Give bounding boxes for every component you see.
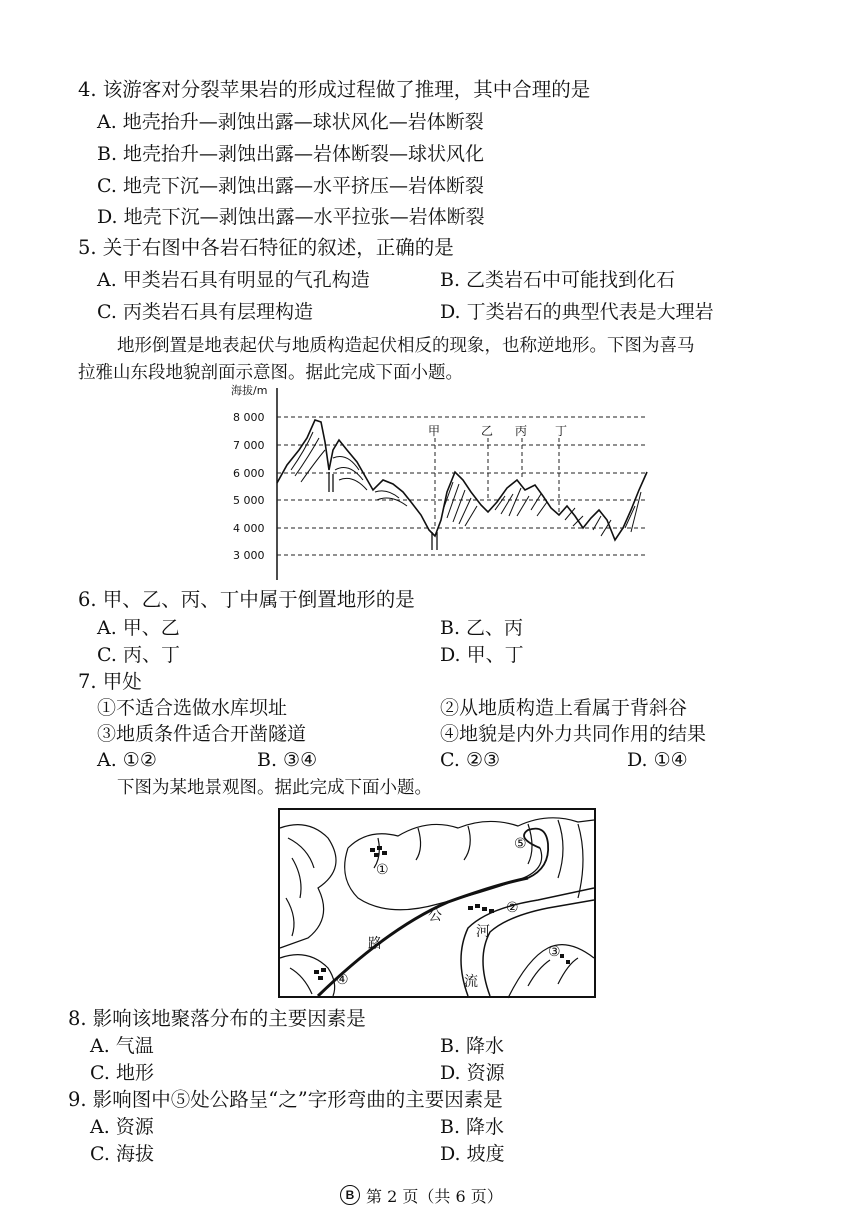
profile-ylabel: 海拔/m xyxy=(231,384,268,397)
profile-label-ding: 丁 xyxy=(555,424,568,438)
intro-paragraph-2: 下图为某地景观图。据此完成下面小题。 xyxy=(117,778,432,798)
question-9-option-d: D. 坡度 xyxy=(440,1143,505,1165)
question-7-stem: 7. 甲处 xyxy=(78,670,142,693)
river-label-liu: 流 xyxy=(464,974,478,990)
question-7-statement-1: ①不适合选做水库坝址 xyxy=(97,697,288,719)
profile-tick-7000: 7 000 xyxy=(233,439,265,452)
question-5-option-b: B. 乙类岩石中可能找到化石 xyxy=(440,269,676,291)
question-7-statement-3: ③地质条件适合开凿隧道 xyxy=(97,723,307,745)
question-5-option-a: A. 甲类岩石具有明显的气孔构造 xyxy=(97,269,370,291)
question-5-option-d: D. 丁类岩石的典型代表是大理岩 xyxy=(440,301,714,323)
profile-tick-8000: 8 000 xyxy=(233,411,265,424)
question-7-statement-2: ②从地质构造上看属于背斜谷 xyxy=(440,697,688,719)
question-8-option-d: D. 资源 xyxy=(440,1062,505,1084)
question-8-option-b: B. 降水 xyxy=(440,1035,505,1057)
marker-5: ⑤ xyxy=(514,836,527,852)
profile-tick-6000: 6 000 xyxy=(233,467,265,480)
marker-1: ① xyxy=(376,862,389,878)
profile-tick-3000: 3 000 xyxy=(233,549,265,562)
question-6-option-c: C. 丙、丁 xyxy=(97,644,180,666)
question-4-option-c: C. 地壳下沉—剥蚀出露—水平挤压—岩体断裂 xyxy=(97,175,484,197)
question-4-stem: 4. 该游客对分裂苹果岩的形成过程做了推理，其中合理的是 xyxy=(78,78,591,101)
question-7-option-b: B. ③④ xyxy=(257,749,318,771)
intro-paragraph-line-2: 拉雅山东段地貌剖面示意图。据此完成下面小题。 xyxy=(78,363,463,383)
road-label-gong: 公 xyxy=(428,908,442,924)
version-mark-letter: B xyxy=(345,1188,355,1202)
landscape-figure xyxy=(278,808,596,1000)
profile-label-jia: 甲 xyxy=(428,424,441,438)
question-6-option-b: B. 乙、丙 xyxy=(440,617,524,639)
himalaya-profile-figure xyxy=(225,380,655,585)
question-9-option-b: B. 降水 xyxy=(440,1116,505,1138)
question-8-option-a: A. 气温 xyxy=(90,1035,154,1057)
question-7-option-a: A. ①② xyxy=(97,749,157,771)
question-9-option-c: C. 海拔 xyxy=(90,1143,154,1165)
question-7-option-d: D. ①④ xyxy=(627,749,688,771)
road-label-lu: 路 xyxy=(368,936,382,952)
intro-paragraph-line-1: 地形倒置是地表起伏与地质构造起伏相反的现象，也称逆地形。下图为喜马 xyxy=(117,336,695,356)
question-6-option-a: A. 甲、乙 xyxy=(97,617,180,639)
question-4-option-a: A. 地壳抬升—剥蚀出露—球状风化—岩体断裂 xyxy=(97,111,484,133)
profile-tick-4000: 4 000 xyxy=(233,522,265,535)
profile-label-bing: 丙 xyxy=(515,424,528,438)
question-6-stem: 6. 甲、乙、丙、丁中属于倒置地形的是 xyxy=(78,588,415,611)
question-6-option-d: D. 甲、丁 xyxy=(440,644,524,666)
version-mark-icon xyxy=(340,1185,360,1205)
question-4-option-b: B. 地壳抬升—剥蚀出露—岩体断裂—球状风化 xyxy=(97,143,485,165)
page-footer xyxy=(340,1184,503,1206)
question-8-stem: 8. 影响该地聚落分布的主要因素是 xyxy=(68,1007,366,1030)
marker-4: ④ xyxy=(336,972,349,988)
question-4-option-d: D. 地壳下沉—剥蚀出露—水平拉张—岩体断裂 xyxy=(97,206,485,228)
question-9-stem: 9. 影响图中⑤处公路呈“之”字形弯曲的主要因素是 xyxy=(68,1088,503,1111)
question-8-option-c: C. 地形 xyxy=(90,1062,154,1084)
marker-3: ③ xyxy=(548,944,561,960)
profile-tick-5000: 5 000 xyxy=(233,494,265,507)
page-number: 第 2 页（共 6 页） xyxy=(366,1186,503,1206)
river-label-he: 河 xyxy=(476,924,490,940)
profile-label-yi: 乙 xyxy=(481,424,494,438)
question-5-option-c: C. 丙类岩石具有层理构造 xyxy=(97,301,313,323)
marker-2: ② xyxy=(506,900,519,916)
question-7-statement-4: ④地貌是内外力共同作用的结果 xyxy=(440,723,707,745)
question-7-option-c: C. ②③ xyxy=(440,749,501,771)
question-9-option-a: A. 资源 xyxy=(90,1116,154,1138)
question-5-stem: 5. 关于右图中各岩石特征的叙述，正确的是 xyxy=(78,236,454,259)
